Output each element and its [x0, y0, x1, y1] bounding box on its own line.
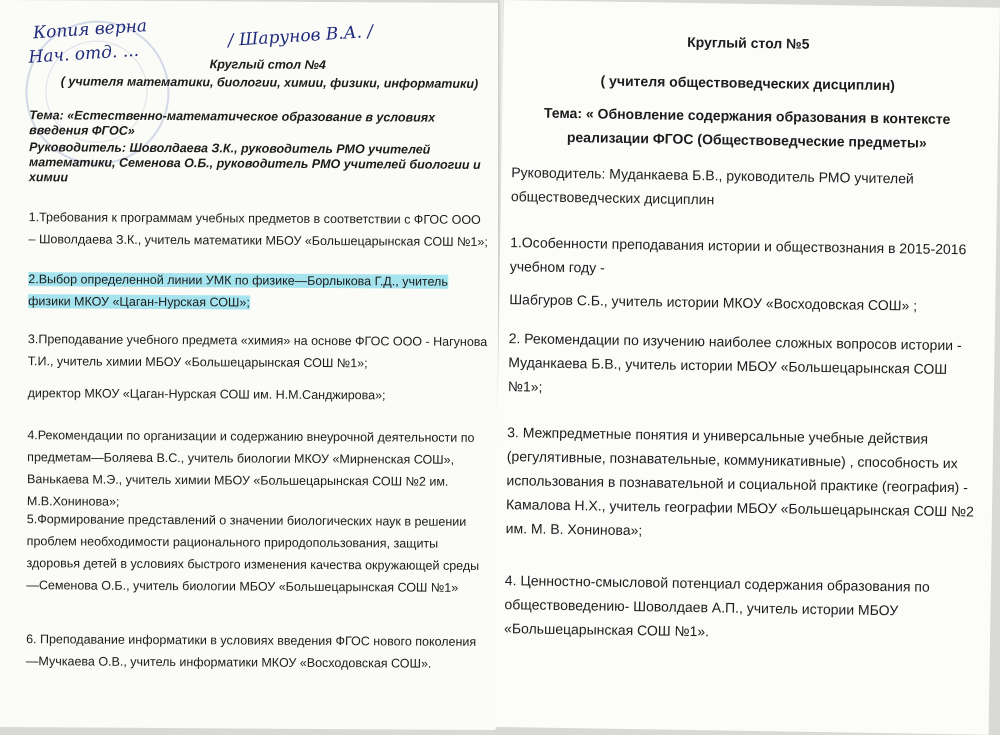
- right-item-3: 3. Межпредметные понятия и универсальные учебные действия (регулятивные, познавательные, коммуникативные) , способность их использования в познавательной и социальной практике (география) - Камалова Н.Х., учитель географии МБОУ «Большецарынская СОШ №2 им. М. В. Хонинова»;: [505, 424, 975, 539]
- right-leader: Руководитель: Муданкаева Б.В., руководитель РМО учителей обществоведческих дисциплин: [510, 164, 914, 208]
- left-page: [0, 0, 500, 730]
- left-item-1: 1.Требования к программам учебных предметов в соответствии с ФГОС ООО – Шоволдаева З.К., учитель математики МБОУ «Большецарынская СОШ №1»;: [28, 210, 488, 249]
- right-theme: Тема: « Обновление содержания образования в контексте реализации ФГОС (Обществоведческие предметы»: [543, 104, 951, 151]
- right-item-4: 4. Ценностно-смысловой потенциал содержания образования по обществоведению- Шоволдаев А.П., учитель истории МБОУ «Большецарынская СОШ №1».: [504, 572, 930, 640]
- signature-line-2: Нач. отд. ...: [27, 40, 140, 68]
- left-subtitle: ( учителя математики, биологии, химии, физики, информатики): [60, 74, 479, 91]
- right-page: [493, 0, 1000, 735]
- left-item-3: 3.Преподавание учебного предмета «химия» на основе ФГОС ООО - Нагунова Т.И., учитель химии МБОУ «Большецарынская СОШ №1»;: [27, 332, 488, 371]
- right-item-1: 1.Особенности преподавания истории и обществознания в 2015-2016 учебном году -: [509, 234, 967, 276]
- highlighted-text: 2.Выбор определенной линии УМК по физике—Борлыкова Г.Д., учитель физики МКОУ «Цаган-Нурская СОШ»;: [28, 272, 448, 310]
- right-item-1-author: Шабгуров С.Б., учитель истории МКОУ «Восходовская СОШ» ;: [509, 291, 918, 314]
- right-title: Круглый стол №5: [687, 33, 810, 52]
- left-title: Круглый стол №4: [209, 57, 326, 72]
- signature-line-1: Копия верна: [32, 16, 148, 44]
- left-item-2: [28, 268, 488, 315]
- left-item-5: 5.Формирование представлений о значении биологических наук в решении проблем необходимости рационального природопользования, защиты здоровья детей в условиях быстрого изменения качества окружающей среды—Семенова О.Б., учитель биологии МБОУ «Большецарынская СОШ №1»: [26, 512, 480, 595]
- left-item-6: 6. Преподавание информатики в условиях введения ФГОС нового поколения—Мучкаева О.В., учитель информатики МКОУ «Восходовская СОШ».: [25, 632, 477, 671]
- right-subtitle: ( учителя обществоведческих дисциплин): [600, 72, 896, 94]
- left-item-4: 4.Рекомендации по организации и содержанию внеурочной деятельности по предметам—Боляева В.С., учитель биологии МКОУ «Мирненская СОШ», Ванькаева М.Э., учитель химии МБОУ «Большецарынская СОШ №2 им. М.В.Хонинова»;: [26, 428, 475, 509]
- left-item-director: директор МКОУ «Цаган-Нурская СОШ им. Н.М.Санджирова»;: [27, 386, 386, 403]
- left-theme: Тема: «Естественно-математическое образование в условиях введения ФГОС»: [29, 108, 436, 138]
- left-leader: Руководитель: Шоволдаева З.К., руководитель РМО учителей математики, Семенова О.Б., руководитель РМО учителей биологии и химии: [28, 140, 481, 185]
- right-item-2: 2. Рекомендации по изучению наиболее сложных вопросов истории - Муданкаева Б.В., учитель истории МБОУ «Большецарынская СОШ №1»;: [507, 330, 962, 395]
- signature-line-3: / Шарунов В.А. /: [227, 21, 374, 51]
